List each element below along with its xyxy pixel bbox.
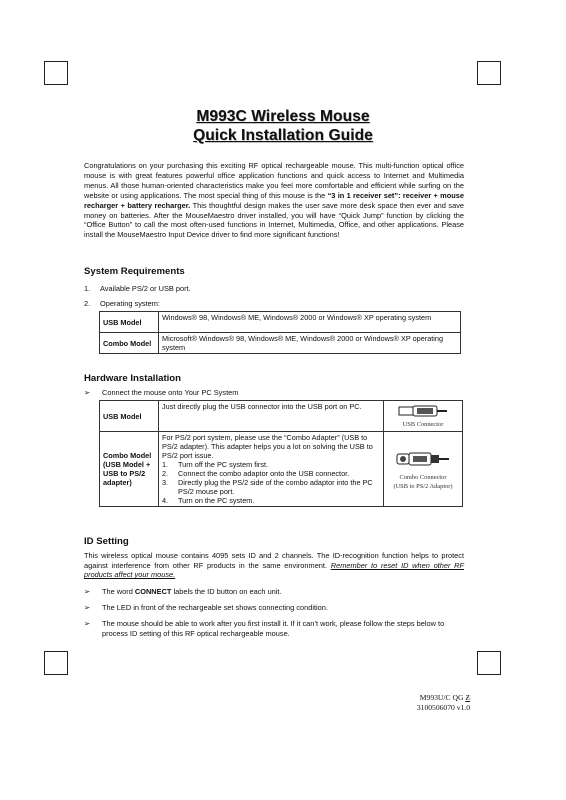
os-requirements-table	[99, 311, 461, 354]
footer	[390, 693, 470, 713]
sysreq-item-2	[84, 299, 160, 309]
table-os-cell: Windows® 98, Windows® ME, Windows® 2000 or Windows® XP operating system	[159, 312, 461, 333]
arrow-bullet-icon: ➢	[84, 388, 91, 397]
id-setting-paragraph	[84, 551, 464, 580]
id-setting-heading: ID Setting	[84, 536, 129, 547]
table-row	[100, 312, 461, 333]
usb-model-cell: USB Model	[100, 401, 159, 432]
table-os-cell: Microsoft® Windows® 98, Windows® ME, Windows® 2000 or Windows® XP operating system	[159, 333, 461, 354]
arrow-bullet-icon: ➢	[84, 619, 91, 628]
sysreq-item-1-text: Available PS/2 or USB port.	[100, 284, 191, 293]
crop-mark-bottom-right	[477, 651, 501, 675]
step-text: Connect the combo adaptor onto the USB connector.	[178, 469, 350, 478]
doc-code: M993U/C QG	[419, 693, 464, 702]
step-text: Directly plug the PS/2 side of the combo adaptor into the PC PS/2 mouse port.	[178, 478, 373, 496]
step-text: Turn on the PC system.	[178, 496, 255, 505]
usb-connector-caption: USB Connector	[402, 420, 444, 428]
step-num: 3.	[162, 478, 169, 487]
sysreq-item-2-num: 2.	[84, 299, 91, 308]
step-num: 1.	[162, 460, 169, 469]
table-row	[100, 333, 461, 354]
id-bullet-2-text: The LED in front of the rechargeable set shows connecting condition.	[102, 603, 328, 612]
footer-line-2: 3100506070 v1.0	[416, 703, 470, 712]
hardware-bullet-text: Connect the mouse onto Your PC System	[102, 388, 239, 397]
intro-text-2: This thoughtful design makes the user save more desk space then ever and save money on batteries. After the MouseMaestro driver installed, you will have “Quick Jump” function by clicking the “Office Button” to call the most often-used functions in Internet, Multimedia, Office, and other applications. Please install the MouseMaestro Input Device driver to find more significant functions!	[84, 200, 464, 240]
step-num: 2.	[162, 469, 169, 478]
usb-connector-icon	[397, 404, 449, 418]
list-item	[162, 496, 380, 505]
list-item	[162, 478, 380, 496]
connect-label: CONNECT	[134, 587, 172, 596]
title-line-1: M993C Wireless Mouse	[196, 108, 370, 125]
step-num: 4.	[162, 496, 169, 505]
combo-connector-image-cell	[384, 432, 463, 507]
crop-mark-top-right	[477, 61, 501, 85]
bullet-text: labels the ID button on each unit.	[171, 587, 282, 596]
intro-text-1: Congratulations on your purchasing this exciting RF optical rechargeable mouse. This multi-function optical office mouse is with great features powerful office application functions and quick access to Internet and Multimedia menus. All those human-oriented characteristics make you feel more comfortable and efficient while surfing on the website or using applications. The most special thing of this mouse is the	[84, 161, 464, 200]
crop-mark-top-left	[44, 61, 68, 85]
id-setting-reminder: Remember to reset ID when other RF products affect your mouse.	[84, 560, 464, 580]
arrow-bullet-icon: ➢	[84, 587, 91, 596]
table-model-cell: USB Model	[100, 312, 159, 333]
connector-table	[99, 400, 463, 507]
id-setting-text: This wireless optical mouse contains 4095 sets ID and 2 channels. The ID-recognition function helps to protect against interference from other RF products in the same environment.	[84, 551, 464, 570]
combo-steps-list	[162, 460, 380, 505]
usb-connector-image-cell	[384, 401, 463, 432]
table-model-cell: Combo Model	[100, 333, 159, 354]
hardware-installation-heading: Hardware Installation	[84, 373, 182, 384]
table-row	[100, 432, 463, 507]
table-row	[100, 401, 463, 432]
bullet-text: The word	[102, 587, 135, 596]
hardware-bullet	[84, 388, 239, 398]
footer-line-1	[390, 693, 470, 703]
crop-mark-bottom-left	[44, 651, 68, 675]
sysreq-item-1	[84, 284, 191, 294]
combo-instructions-cell	[159, 432, 384, 507]
combo-intro: For PS/2 port system, please use the “Combo Adapter” (USB to PS/2 adapter). This adapter helps you a lot on solving the USB to PS/2 port issue.	[162, 433, 373, 460]
id-bullet-1-text	[102, 587, 464, 597]
title-line-2: Quick Installation Guide	[193, 127, 373, 144]
doc-mark: Ƶ	[465, 693, 470, 702]
list-item	[162, 460, 380, 469]
arrow-bullet-icon: ➢	[84, 603, 91, 612]
combo-model-cell: Combo Model (USB Model + USB to PS/2 adapter)	[100, 432, 159, 507]
combo-connector-icon	[395, 448, 451, 470]
sysreq-item-1-num: 1.	[84, 284, 91, 293]
combo-connector-caption-2: (USB to PS/2 Adaptor)	[393, 482, 453, 490]
system-requirements-heading: System Requirements	[84, 266, 185, 277]
list-item	[162, 469, 380, 478]
intro-paragraph	[84, 161, 464, 240]
step-text: Turn off the PC system first.	[178, 460, 269, 469]
usb-instructions-cell: Just directly plug the USB connector into the USB port on PC.	[159, 401, 384, 432]
intro-bold: “3 in 1 receiver set”: receiver + mouse recharger + battery recharger.	[84, 190, 464, 210]
combo-connector-caption-1: Combo Connector	[399, 473, 447, 481]
sysreq-item-2-text: Operating system:	[100, 299, 160, 308]
id-bullet-3-text: The mouse should be able to work after you first install it. If it can’t work, please follow the steps below to process ID setting of this RF optical rechargeable mouse.	[102, 619, 445, 638]
